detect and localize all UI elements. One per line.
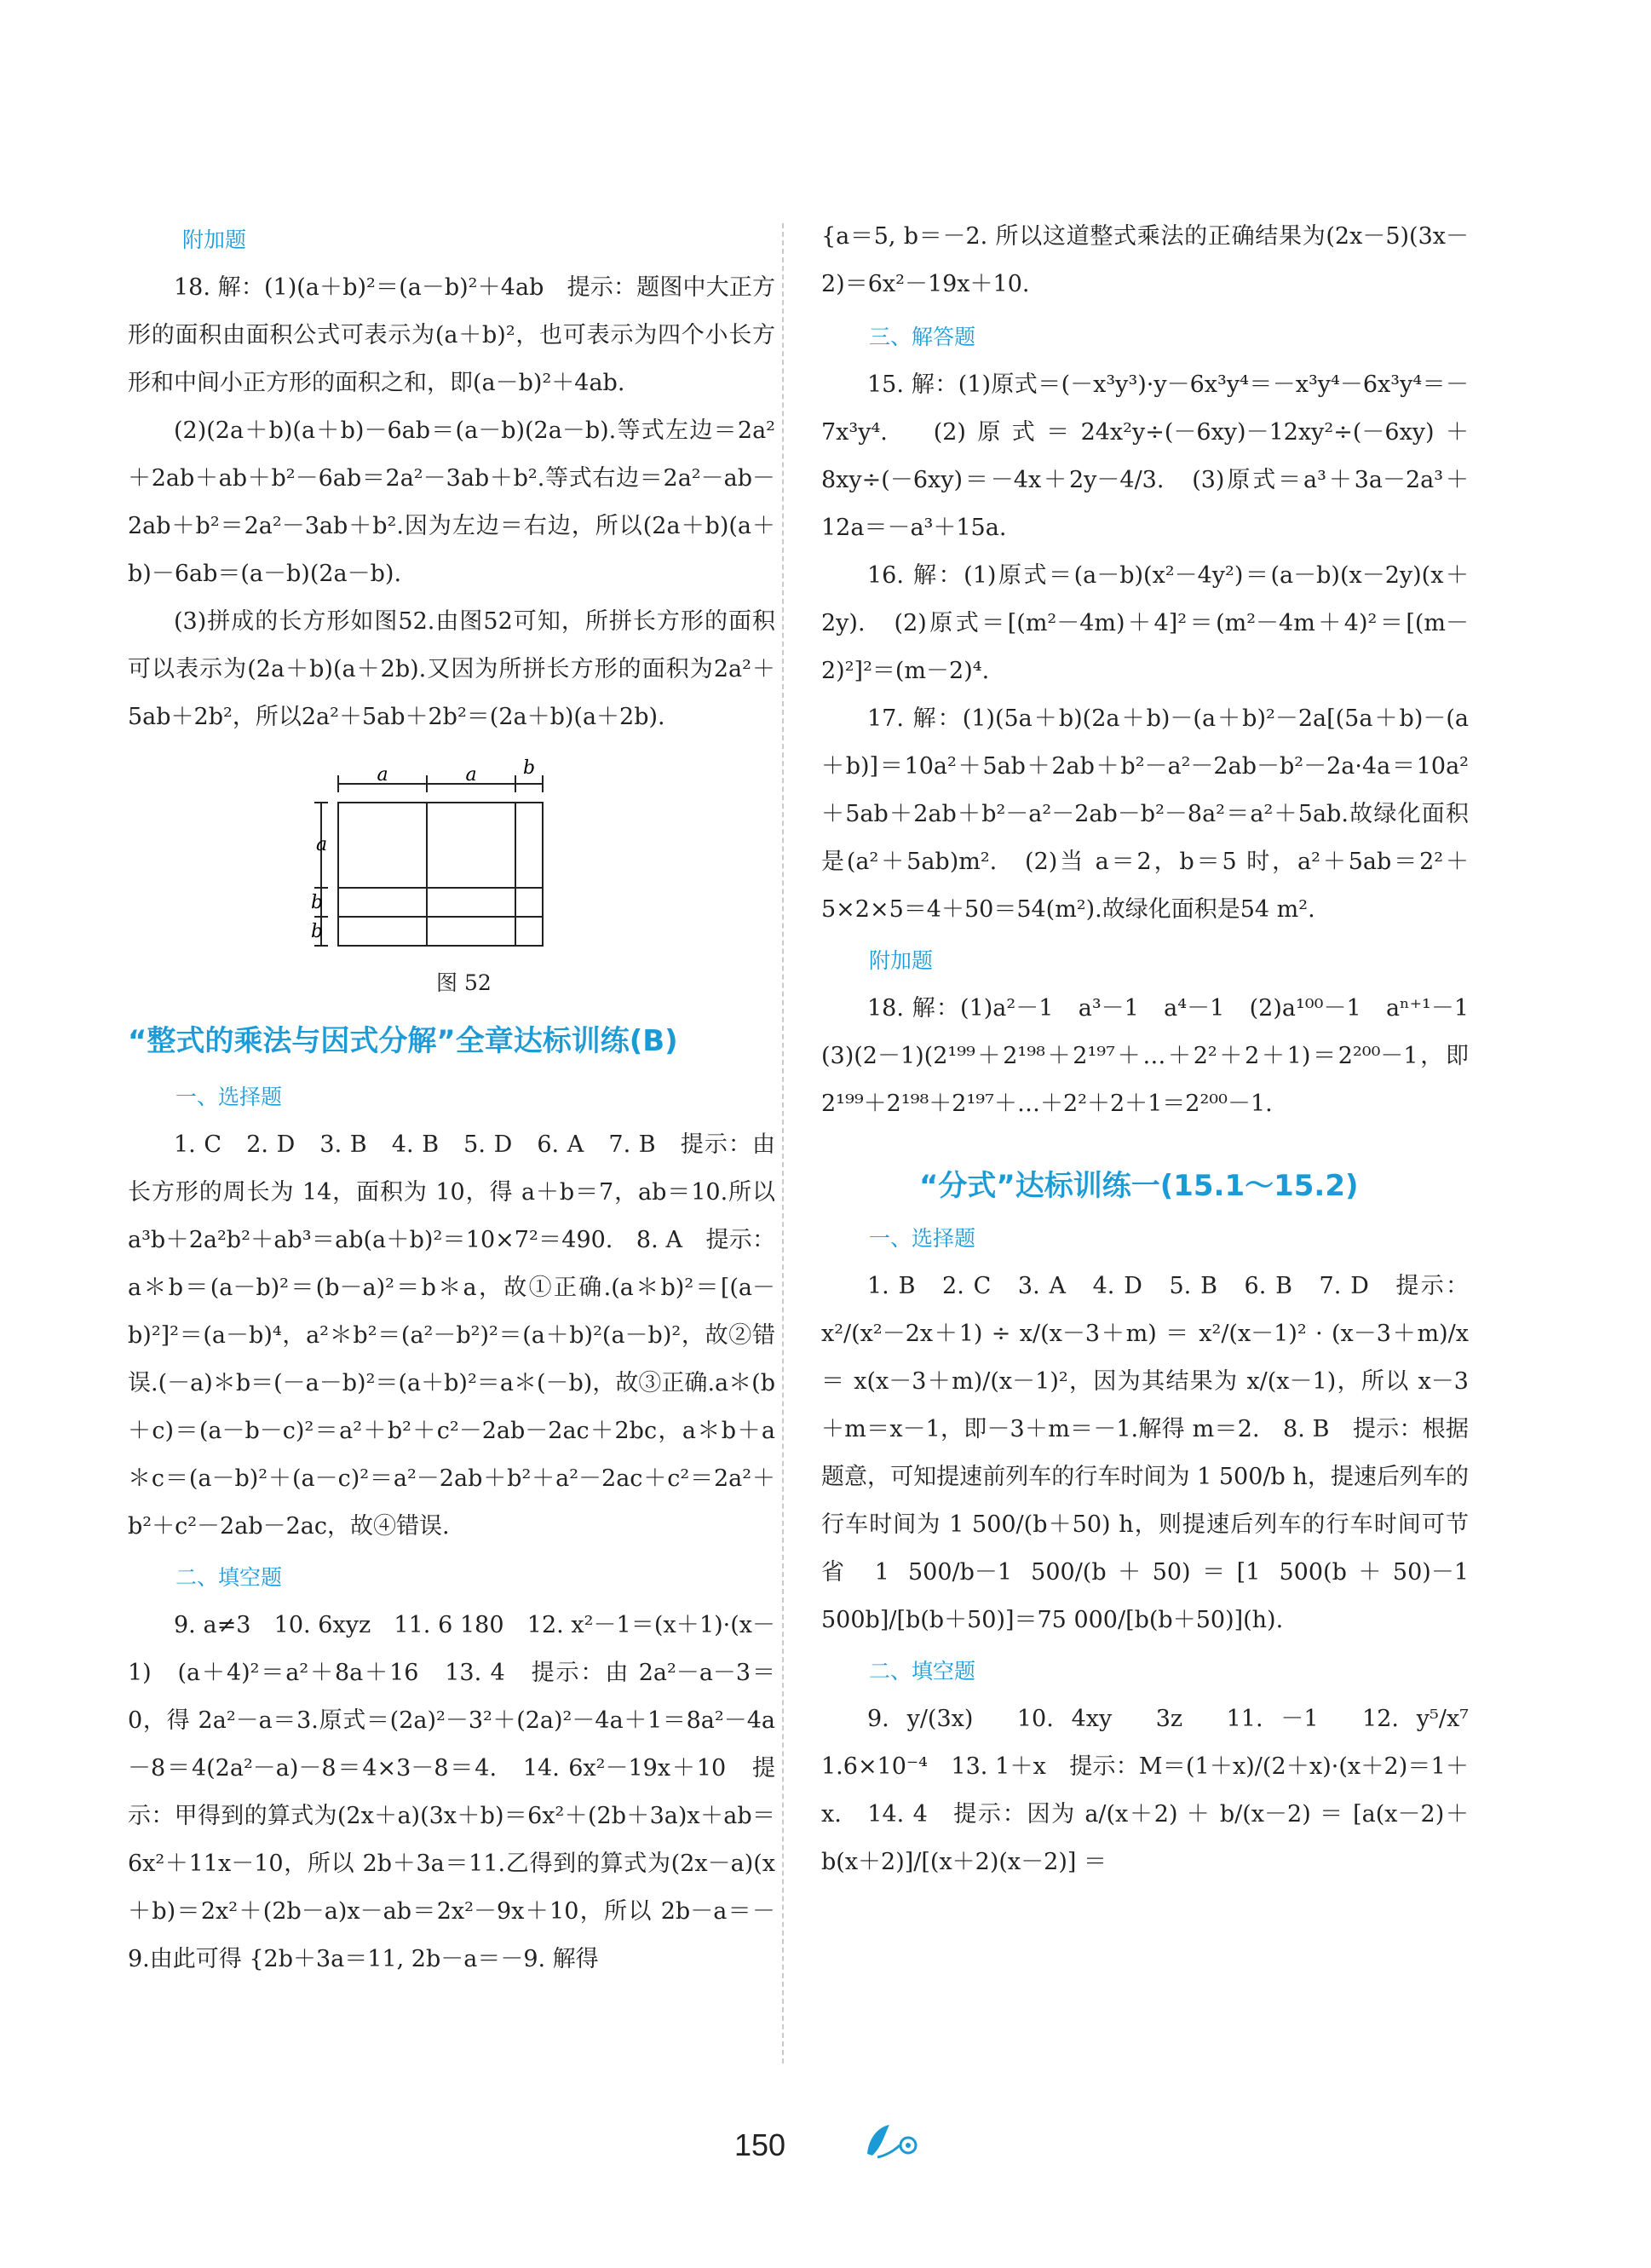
answer-17: 17. 解：(1)(5a＋b)(2a＋b)－(a＋b)²－2a[(5a＋b)－(a＋b)]＝10a²＋5ab＋2ab＋b²－a²－2ab－b²－2a·4a＝10a²＋5ab＋2ab＋b²－a²－2ab－b²－8a²＝a²＋5ab.故绿化面积是(a²＋5ab)m². (2)当 a＝2，b＝5 时，a²＋5ab＝2²＋5×2×5＝4＋50＝54(m²).故绿化面积是54 m². [821,705,1469,923]
label-a-top-2: a [465,764,477,786]
solve-heading: 三、解答题 [869,325,976,349]
left-column [128,213,775,1983]
choice-heading-left: 一、选择题 [175,1085,283,1109]
bonus-heading: 附加题 [182,227,247,252]
right-column [821,213,1492,1886]
section-title-right: “分式”达标训练一(15.1～15.2) [919,1169,1359,1203]
choice-answers-left: 1. C 2. D 3. B 4. B 5. D 6. A 7. B 提示：由长方形的周长为 14，面积为 10，得 a＋b＝7，ab＝10.所以 a³b＋2a²b²＋ab³＝ab(a＋b)²＝10×7²＝490. 8. A 提示：a＊b＝(a－b)²＝(b－a)²＝b＊a，故①正确.(a＊b)²＝[(a－b)²]²＝(a－b)⁴，a²＊b²＝(a²－b²)²＝(a＋b)²(a－b)²，故②错误.(－a)＊b＝(－a－b)²＝(a＋b)²＝a＊(－b)，故③正确.a＊(b＋c)＝(a－b－c)²＝a²＋b²＋c²－2ab－2ac＋2bc，a＊b＋a＊c＝(a－b)²＋(a－c)²＝a²－2ab＋b²＋a²－2ac＋c²＝2a²＋b²＋c²－2ab－2ac，故④错误. [128,1131,775,1540]
label-b-left-2: b [311,921,324,942]
fill-answers-right: 9. y/(3x) 10. 4xy 3z 11. －1 12. y⁵/x⁷ 1.6×10⁻⁴ 13. 1＋x 提示：M＝(1＋x)/(2＋x)·(x＋2)＝1＋x. 14. 4 提示：因为 a/(x＋2) ＋ b/(x－2) ＝ [a(x－2)＋b(x＋2)]/[(x＋2)(x－2)] ＝ [821,1706,1492,1875]
leaf-ornament-icon [860,2120,929,2162]
figure-caption: 图 52 [436,970,492,995]
figure-52 [128,757,775,995]
answer-18-part2: (2)(2a＋b)(a＋b)－6ab＝(a－b)(2a－b).等式左边＝2a²＋2ab＋ab＋b²－6ab＝2a²－3ab＋b².等式右边＝2a²－ab－2ab＋b²＝2a²－3ab＋b².因为左边＝右边，所以(2a＋b)(a＋b)－6ab＝(a－b)(2a－b). [128,417,775,587]
answer-18-part1: 18. 解：(1)(a＋b)²＝(a－b)²＋4ab 提示：题图中大正方形的面积由面积公式可表示为(a＋b)²，也可表示为四个小长方形和中间小正方形的面积之和，即(a－b)²＋4ab. [128,274,775,396]
answer-18-part3: (3)拼成的长方形如图52.由图52可知，所拼长方形的面积可以表示为(2a＋b)(a＋2b).又因为所拼长方形的面积为2a²＋5ab＋2b²，所以2a²＋5ab＋2b²＝(2a＋b)(a＋2b). [128,608,775,730]
answer-16: 16. 解：(1)原式＝(a－b)(x²－4y²)＝(a－b)(x－2y)(x＋2y). (2)原式＝[(m²－4m)＋4]²＝(m²－4m＋4)²＝[(m－2)²]²＝(m－2)⁴. [821,562,1469,684]
fill-heading-right: 二、填空题 [869,1659,976,1684]
fill-heading-left: 二、填空题 [175,1565,283,1590]
page-number: 150 [734,2127,786,2162]
continued-text: {a＝5, b＝－2. 所以这道整式乘法的正确结果为(2x－5)(3x－2)＝6x²－19x＋10. [821,223,1469,297]
label-a-top-1: a [377,764,388,786]
bonus-heading-right: 附加题 [869,948,934,973]
fill-answers-left: 9. a≠3 10. 6xyz 11. 6 180 12. x²－1＝(x＋1)·(x－1) (a＋4)²＝a²＋8a＋16 13. 4 提示：由 2a²－a－3＝0，得 2a²－a＝3.原式＝(2a)²－3²＋(2a)²－4a＋1＝8a²－4a－8＝4(2a²－a)－8＝4×3－8＝4. 14. 6x²－19x＋10 提示：甲得到的算式为(2x＋a)(3x＋b)＝6x²＋(2b＋3a)x＋ab＝6x²＋11x－10，所以 2b＋3a＝11.乙得到的算式为(2x－a)(x＋b)＝2x²＋(2b－a)x－ab＝2x²－9x＋10，所以 2b－a＝－9.由此可得 {2b＋3a＝11, 2b－a＝－9. 解得 [128,1612,775,1972]
answer-18-right: 18. 解：(1)a²－1 a³－1 a⁴－1 (2)a¹⁰⁰－1 aⁿ⁺¹－1 (3)(2－1)(2¹⁹⁹＋2¹⁹⁸＋2¹⁹⁷＋…＋2²＋2＋1)＝2²⁰⁰－1，即 2¹⁹⁹＋2¹⁹⁸＋2¹⁹⁷＋…＋2²＋2＋1＝2²⁰⁰－1. [821,995,1492,1117]
outer-rectangle [338,803,543,946]
choice-heading-right: 一、选择题 [869,1226,976,1251]
column-divider [782,223,784,2064]
choice-answers-right: 1. B 2. C 3. A 4. D 5. B 6. B 7. D 提示：x²/(x²－2x＋1) ÷ x/(x－3＋m) ＝ x²/(x－1)² · (x－3＋m)/x ＝ x(x－3＋m)/(x－1)²，因为其结果为 x/(x－1)，所以 x－3＋m＝x－1，即－3＋m＝－1.解得 m＝2. 8. B 提示：根据题意，可知提速前列车的行车时间为 1 500/b h，提速后列车的行车时间为 1 500/(b＋50) h，则提速后列车的行车时间可节省 1 500/b－1 500/(b＋50)＝[1 500(b＋50)－1 500b]/[b(b＋50)]＝75 000/[b(b＋50)](h). [821,1273,1469,1633]
section-title-left: “整式的乘法与因式分解”全章达标训练(B) [128,1024,678,1058]
label-a-left: a [316,834,328,855]
label-b-left-1: b [311,892,324,913]
rectangle-diagram [311,757,536,954]
answer-15: 15. 解：(1)原式＝(－x³y³)·y－6x³y⁴＝－x³y⁴－6x³y⁴＝－7x³y⁴. (2)原式＝24x²y÷(－6xy)－12xy²÷(－6xy)＋8xy÷(－6xy)＝－4x＋2y－4/3. (3)原式＝a³＋3a－2a³＋12a＝－a³＋15a. [821,371,1469,541]
label-b-top: b [522,757,536,779]
